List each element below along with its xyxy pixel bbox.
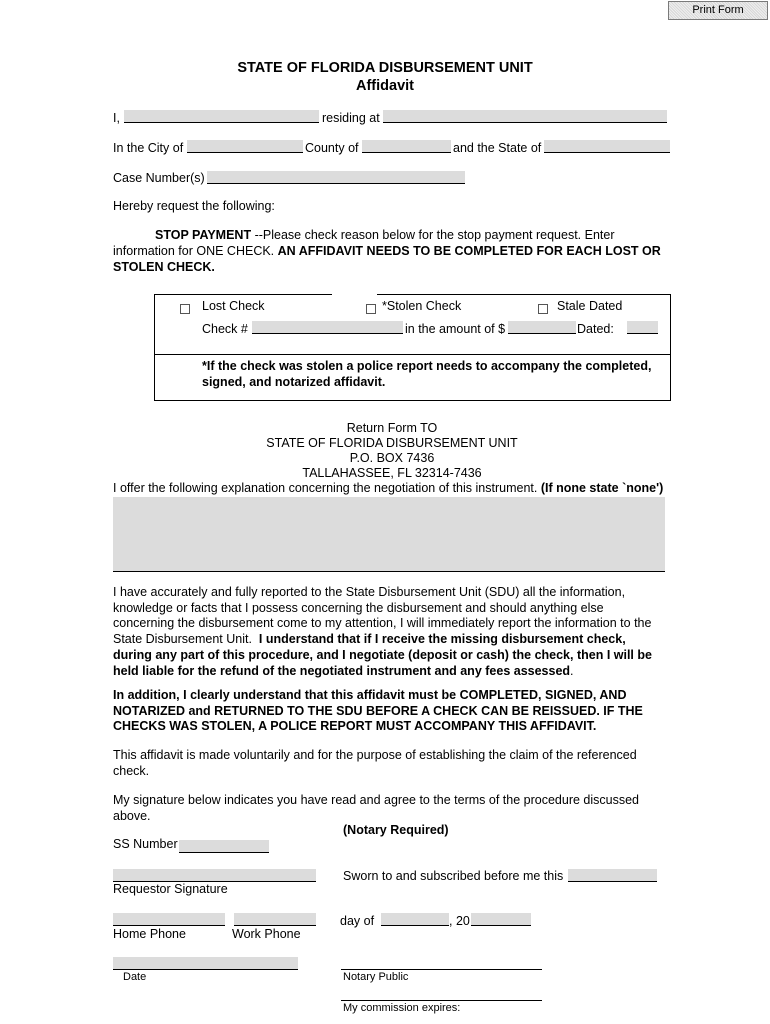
stale-dated-checkbox[interactable]	[538, 304, 548, 314]
amount-field[interactable]	[508, 321, 576, 334]
ss-number-label: SS Number	[113, 837, 178, 851]
case-number-field[interactable]	[207, 171, 465, 184]
ss-number-field[interactable]	[179, 840, 269, 853]
sworn-label: Sworn to and subscribed before me this	[343, 869, 564, 883]
one-check-text: information for ONE CHECK.	[113, 244, 275, 258]
dated-field[interactable]	[627, 321, 658, 334]
para1-line5: during any part of this procedure, and I negotiate (deposit or cash) the check, then I will be	[113, 647, 652, 662]
police-note-line2: signed, and notarized affidavit.	[202, 375, 386, 389]
requestor-signature-label: Requestor Signature	[113, 882, 228, 896]
amount-label: in the amount of $	[405, 322, 506, 336]
return-form-to: Return Form TO	[346, 421, 438, 435]
acknowledgement-paragraph	[113, 585, 673, 679]
para2-line2: NOTARIZED and RETURNED TO THE SDU BEFORE A CHECK CAN BE REISSUED. IF THE	[113, 703, 643, 718]
print-form-button[interactable]: Print Form	[668, 1, 768, 20]
para1-line4-bold: I understand that if I receive the missing disbursement check,	[258, 632, 626, 647]
para4-line1: My signature below indicates you have read and agree to the terms of the procedure discussed	[113, 793, 640, 807]
para1-line6-end: .	[570, 663, 574, 678]
para1-line4	[113, 632, 673, 648]
commission-line	[341, 1000, 542, 1001]
explanation-textarea[interactable]	[113, 497, 665, 572]
notary-required-label: (Notary Required)	[343, 823, 449, 837]
box-gap	[332, 293, 377, 295]
para3-line2: check.	[113, 763, 150, 778]
return-po-box: P.O. BOX 7436	[349, 451, 435, 465]
page-title: STATE OF FLORIDA DISBURSEMENT UNIT	[237, 60, 533, 76]
para1-line6	[113, 664, 673, 680]
state-field[interactable]	[544, 140, 670, 153]
city-field[interactable]	[187, 140, 303, 153]
case-number-label: Case Number(s)	[113, 171, 205, 185]
stop-box-divider	[154, 354, 671, 355]
day-of-label: day of	[340, 914, 375, 928]
lost-check-checkbox[interactable]	[180, 304, 190, 314]
stop-payment-line3: STOLEN CHECK.	[113, 260, 215, 274]
police-note-line1: *If the check was stolen a police report needs to accompany the completed,	[202, 359, 652, 373]
affidavit-each-check-text: AN AFFIDAVIT NEEDS TO BE COMPLETED FOR EACH LOST OR	[277, 244, 661, 258]
county-field[interactable]	[362, 140, 451, 153]
signature-agreement-paragraph	[113, 793, 673, 824]
explanation-label	[113, 481, 663, 495]
para1-line6-bold: held liable for the refund of the negotiated instrument and any fees assessed	[113, 663, 571, 678]
city-label: In the City of	[113, 141, 184, 155]
home-phone-label: Home Phone	[113, 927, 186, 941]
stop-payment-heading: STOP PAYMENT	[155, 228, 252, 242]
return-city: TALLAHASSEE, FL 32314-7436	[302, 466, 482, 480]
commission-label: My commission expires:	[343, 1002, 461, 1014]
year-field[interactable]	[471, 913, 531, 926]
state-label: and the State of	[453, 141, 542, 155]
work-phone-field[interactable]	[234, 913, 316, 926]
stop-payment-text: --Please check reason below for the stop payment request. Enter	[254, 228, 615, 242]
date-field[interactable]	[113, 957, 298, 970]
notary-public-label: Notary Public	[343, 971, 409, 983]
name-field[interactable]	[124, 110, 319, 123]
stop-payment-line2	[113, 244, 661, 258]
residing-label: residing at	[322, 111, 380, 125]
para1-line4-start: State Disbursement Unit.	[113, 632, 252, 647]
para2-line1: In addition, I clearly understand that this affidavit must be COMPLETED, SIGNED, AND	[113, 688, 627, 702]
sworn-field[interactable]	[568, 869, 657, 882]
dated-label: Dated:	[577, 322, 614, 336]
day-of-field[interactable]	[381, 913, 449, 926]
stop-payment-line1	[155, 228, 615, 242]
county-label: County of	[305, 141, 359, 155]
para1-line3: concerning the disbursement come to my attention, I will immediately report the information to the	[113, 616, 652, 631]
work-phone-label: Work Phone	[232, 927, 301, 941]
lost-check-label: Lost Check	[202, 299, 265, 313]
para1-line1: I have accurately and fully reported to the State Disbursement Unit (SDU) all the information,	[113, 585, 626, 599]
year-prefix-label: , 20	[449, 914, 470, 928]
explanation-none-hint: (If none state `none')	[540, 481, 664, 495]
page-subtitle: Affidavit	[356, 78, 414, 94]
date-label: Date	[123, 971, 147, 983]
completion-requirements-paragraph	[113, 688, 673, 735]
explanation-text: I offer the following explanation concerning the negotiation of this instrument.	[113, 481, 538, 495]
stolen-check-label: *Stolen Check	[382, 299, 462, 313]
i-label: I,	[113, 111, 120, 125]
check-number-field[interactable]	[252, 321, 403, 334]
para3-line1: This affidavit is made voluntarily and for the purpose of establishing the claim of the referenced	[113, 748, 637, 762]
para2-line3: CHECKS WAS STOLEN, A POLICE REPORT MUST ACCOMPANY THIS AFFIDAVIT.	[113, 719, 597, 734]
para1-line2: knowledge or facts that I possess concerning the disbursement and should anything else	[113, 600, 604, 615]
check-number-label: Check #	[202, 322, 248, 336]
requestor-signature-field[interactable]	[113, 869, 316, 882]
request-label: Hereby request the following:	[113, 199, 275, 213]
voluntary-paragraph	[113, 748, 673, 779]
notary-public-line	[341, 969, 542, 970]
return-unit-name: STATE OF FLORIDA DISBURSEMENT UNIT	[266, 436, 518, 450]
para4-line2: above.	[113, 808, 151, 823]
address-field[interactable]	[383, 110, 667, 123]
stale-dated-label: Stale Dated	[557, 299, 623, 313]
stolen-check-checkbox[interactable]	[366, 304, 376, 314]
home-phone-field[interactable]	[113, 913, 225, 926]
